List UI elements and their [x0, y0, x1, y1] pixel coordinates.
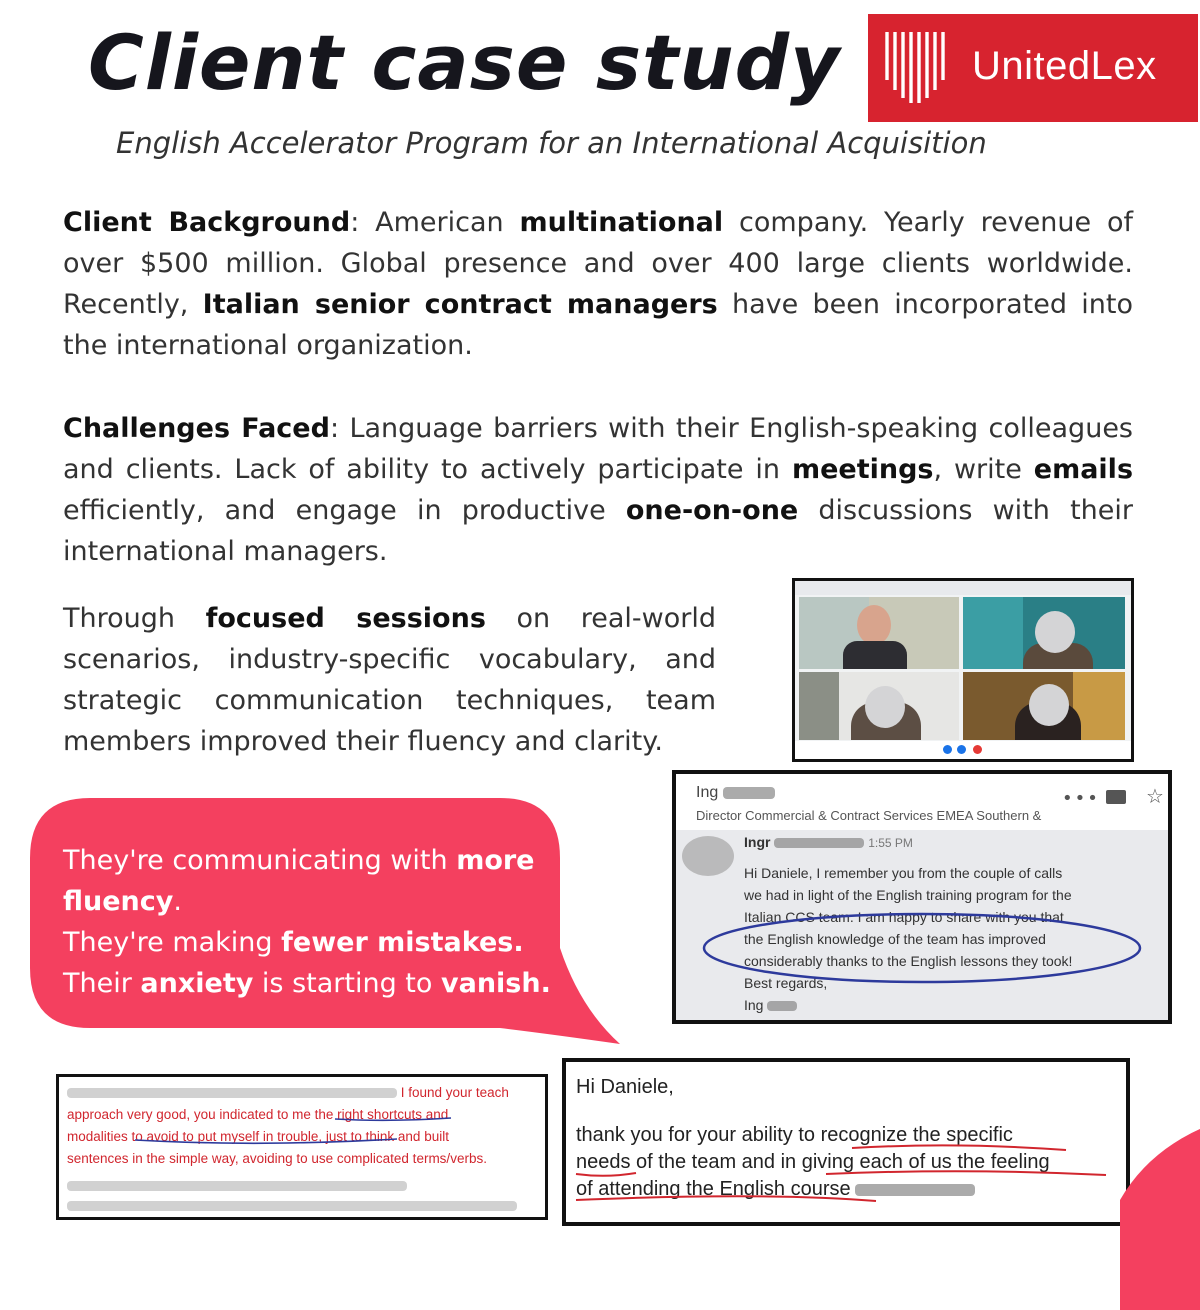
blurred-face-icon [865, 686, 905, 728]
email-text: of attending the English course [576, 1178, 851, 1200]
email-greeting: Hi Daniele, [576, 1076, 674, 1098]
bold-text: one-on-one [625, 495, 799, 526]
email-line: Italian CCS team. I am happy to share with you that [744, 909, 1064, 925]
shield-stripes-icon [882, 28, 952, 108]
video-tile-participant-3 [963, 672, 1125, 740]
hangup-icon [973, 745, 982, 754]
quote-line-1 [63, 840, 583, 922]
highlight-ellipse-icon [700, 908, 1150, 998]
client-background-heading: Client Background [63, 207, 351, 238]
feedback-line: modalities to avoid to put myself in trouble, just to think and built [67, 1129, 449, 1144]
sender-role: Director Commercial & Contract Services EMEA Southern & [696, 808, 1042, 823]
email-line: thank you for your ability to recognize the specific [576, 1124, 1013, 1146]
from-line [744, 834, 913, 850]
more-options-icon: ••• [1062, 788, 1100, 809]
page-title: Client case study [88, 18, 841, 107]
text: is starting to [253, 968, 441, 999]
testimonial-email-screenshot [672, 770, 1172, 1024]
text: on real-world scenarios, industry-specific vocabulary, and strategic communication techniques, team members improved their fluency and clarity. [63, 603, 716, 757]
avatar [682, 836, 734, 876]
video-tile-participant-1 [963, 597, 1125, 669]
blurred-face-icon [1029, 684, 1069, 726]
blurred-face-icon [1035, 611, 1075, 653]
logo-text: UnitedLex [972, 44, 1157, 88]
feedback-form-screenshot [56, 1074, 548, 1220]
text: efficiently, and engage in productive [63, 495, 626, 526]
blurred-question [67, 1175, 407, 1194]
quote-text [63, 840, 583, 1004]
video-tile-participant-2 [799, 672, 959, 740]
thank-you-email-screenshot [562, 1058, 1130, 1226]
email-body [676, 830, 1168, 1020]
text: They're making [63, 927, 282, 958]
camera-icon [957, 745, 966, 754]
sender-name [696, 784, 775, 802]
bold-text: multinational [519, 207, 724, 238]
bold-text: emails [1033, 454, 1134, 485]
email-line: Hi Daniele, I remember you from the couple of calls [744, 865, 1063, 881]
text: : American [350, 207, 520, 238]
bold-text: meetings [791, 454, 934, 485]
bold-text: fewer mistakes. [281, 927, 524, 958]
email-line: considerably thanks to the English lessons they took! [744, 953, 1073, 969]
decorative-corner-shape [1120, 1110, 1200, 1310]
email-line: needs of the team and in giving each of us the feeling [576, 1151, 1050, 1173]
mic-icon [943, 745, 952, 754]
bold-text: anxiety [140, 968, 254, 999]
blurred-question [67, 1195, 517, 1214]
email-line: the English knowledge of the team has improved [744, 931, 1046, 947]
text: . [173, 886, 182, 917]
bold-text: focused sessions [205, 603, 486, 634]
bold-text: vanish. [441, 968, 551, 999]
video-call-icon [1106, 790, 1126, 804]
bold-text: Italian senior contract managers [202, 289, 718, 320]
quote-line-2 [63, 922, 583, 963]
from-initials: Ingr [744, 834, 771, 850]
signature-initials: Ing [744, 997, 764, 1013]
unitedlex-logo [868, 14, 1198, 122]
text: , write [933, 454, 1034, 485]
feedback-text: I found your teach [400, 1085, 509, 1100]
underline-marks-icon [566, 1062, 1126, 1222]
feedback-line: approach very good, you indicated to me the right shortcuts and [67, 1107, 449, 1122]
bold-text: more fluency [63, 845, 535, 917]
text: They're communicating with [63, 845, 457, 876]
feedback-line: sentences in the simple way, avoiding to use complicated terms/verbs. [67, 1151, 487, 1166]
email-time: 1:55 PM [868, 836, 913, 850]
quote-line-3 [63, 963, 583, 1004]
challenges-heading: Challenges Faced [63, 413, 330, 444]
video-toolbar [795, 741, 1131, 759]
video-call-screenshot [792, 578, 1134, 762]
video-titlebar [795, 581, 1131, 595]
text: : Language barriers with their English-speaking colleagues and clients. Lack of ability to actively participate in [63, 413, 1133, 485]
person-icon [857, 605, 891, 645]
underline-marks-icon [59, 1077, 545, 1177]
sessions-paragraph [63, 598, 716, 762]
challenges-paragraph [63, 408, 1133, 572]
text: company. Yearly revenue of over $500 million. Global presence and over 400 large clients worldwide. Recently, [63, 207, 1134, 320]
text: Through [63, 603, 206, 634]
text: discussions with their international managers. [63, 495, 1133, 567]
sender-initials: Ing [696, 784, 719, 801]
star-icon: ☆ [1146, 784, 1164, 808]
client-background-paragraph [63, 202, 1133, 366]
email-line: Best regards, [744, 975, 828, 991]
page-subtitle: English Accelerator Program for an International Acquisition [116, 126, 987, 160]
text: have been incorporated into the international organization. [63, 289, 1133, 361]
email-line: we had in light of the English training program for the [744, 887, 1072, 903]
text: Their [63, 968, 141, 999]
video-tile-host [799, 597, 959, 669]
